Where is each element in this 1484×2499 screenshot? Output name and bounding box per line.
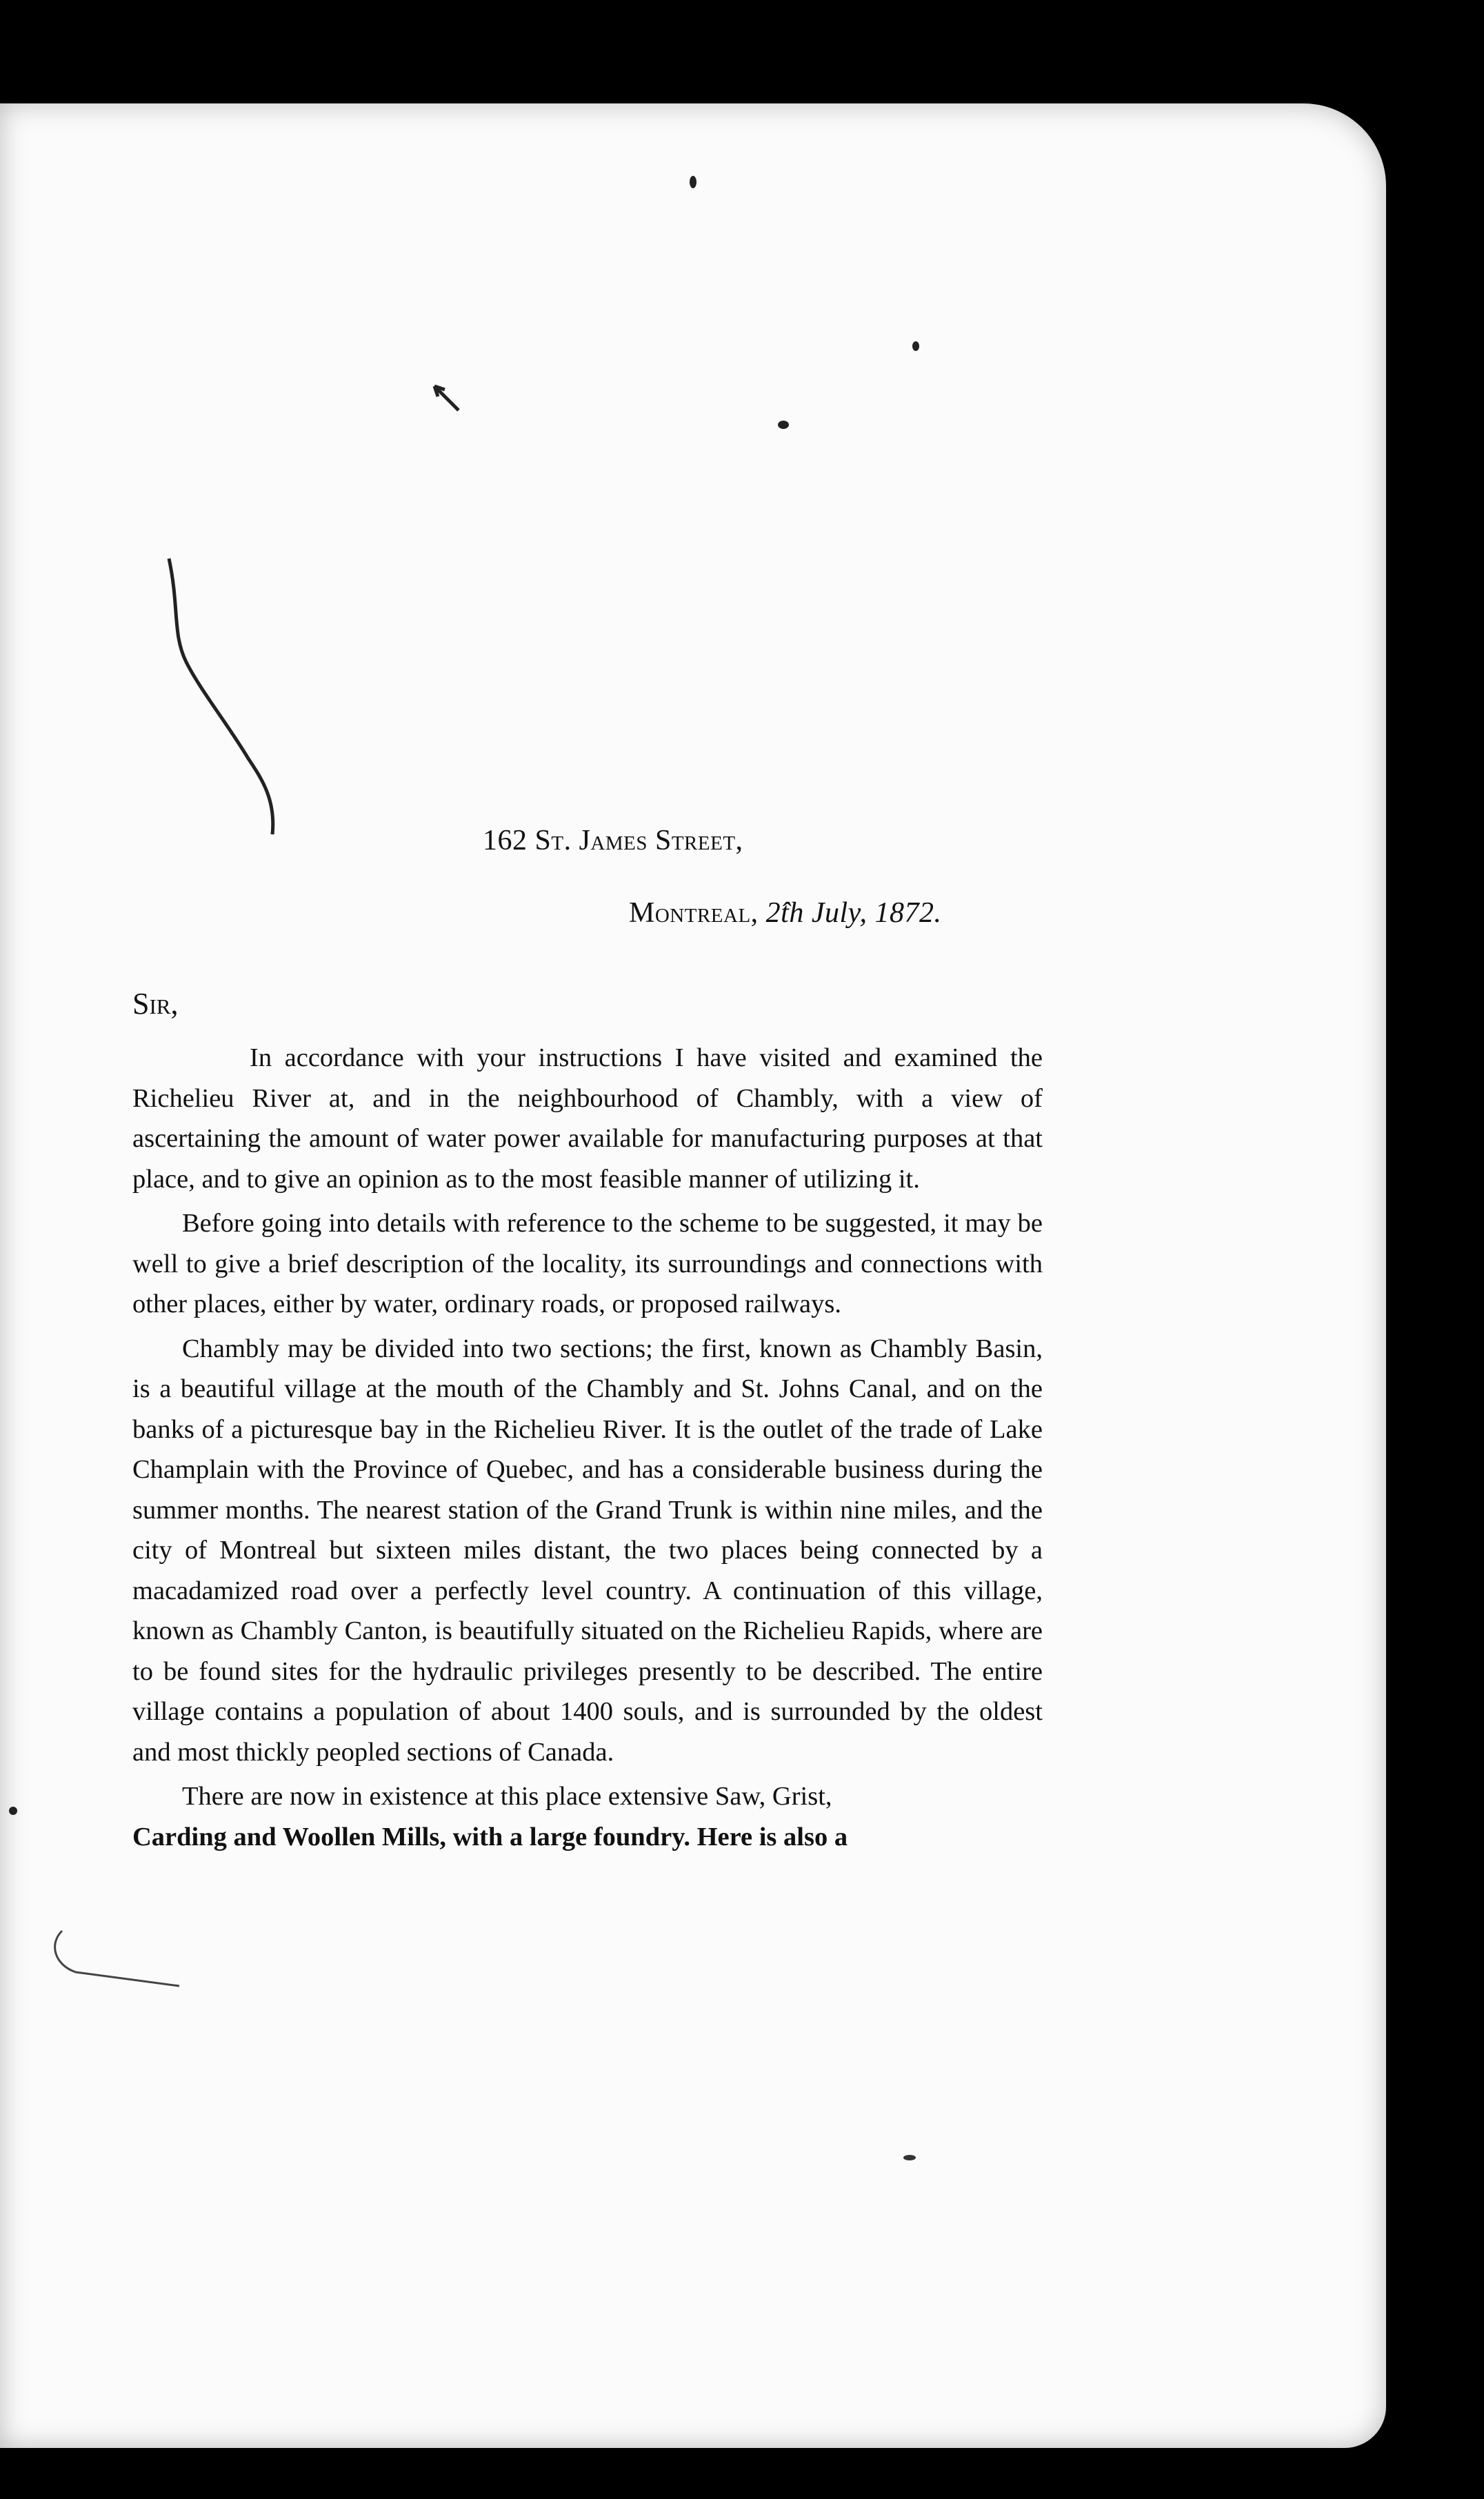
salutation: Sir,	[132, 987, 179, 1021]
letter-body	[132, 1038, 1043, 1857]
closing-line: Carding and Woollen Mills, with a large foundry. Here is also a	[132, 1822, 848, 1851]
ink-speck	[690, 176, 696, 188]
letter-dateline	[629, 896, 941, 930]
ink-speck	[903, 2155, 916, 2160]
paragraph: Before going into details with reference to the scheme to be suggested, it may be well to give a brief description of the locality, its surroundings and connections with other places, either by water, ordinary roads, or proposed railways.	[132, 1209, 1043, 1318]
paragraph: There are now in existence at this place extensive Saw, Grist,	[182, 1782, 832, 1811]
ink-speck	[9, 1807, 17, 1815]
ink-speck	[778, 421, 789, 429]
address-number: 162	[483, 825, 528, 856]
city: Montreal,	[629, 897, 759, 929]
margin-bracket-mark	[48, 1917, 186, 2000]
address-street: St. James Street,	[534, 825, 743, 856]
pencil-scribble-mark	[159, 552, 297, 841]
date: 2̂th July, 1872.	[765, 897, 942, 929]
arrow-mark	[431, 383, 465, 417]
ink-speck	[912, 341, 919, 351]
letter-address	[483, 824, 743, 857]
paragraph: Chambly may be divided into two sections; the first, known as Chambly Basin, is a beautiful village at the mouth of the Chambly and St. Johns Canal, and on the banks of a picturesque bay in the Richelieu River. It is the outlet of the trade of Lake Champlain with the Province of Quebec, and has a considerable business during the summer months. The nearest station of the Grand Trunk is within nine miles, and the city of Montreal but sixteen miles distant, the two places being connected by a macadamized road over a perfectly level country. A continuation of this village, known as Chambly Canton, is beautifully situated on the Richelieu Rapids, where are to be found sites for the hydraulic privileges presently to be described. The entire village contains a population of about 1400 souls, and is surrounded by the oldest and most thickly peopled sections of Canada.	[132, 1334, 1043, 1767]
paragraph: In accordance with your instructions I have visited and examined the Richelieu River at, and in the neighbourhood of Chambly, with a view of ascertaining the amount of water power available for manufacturing purposes at that place, and to give an opinion as to the most feasible manner of utilizing it.	[132, 1043, 1043, 1194]
